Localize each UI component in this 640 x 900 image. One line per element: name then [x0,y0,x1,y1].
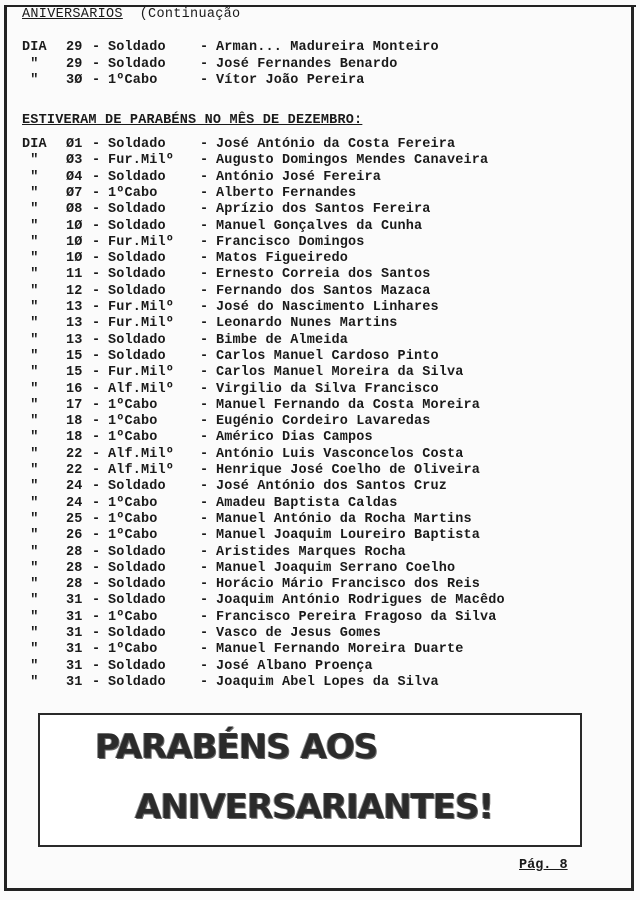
person-name: Manuel Fernando da Costa Moreira [216,397,481,413]
dash-separator: - [200,185,217,201]
person-name: Amadeu Baptista Caldas [216,495,398,511]
list-item [22,382,439,398]
list-item [22,365,464,381]
page-header [22,7,240,22]
person-name: José do Nascimento Linhares [216,300,439,315]
list-item [22,170,381,186]
dash-separator: - [200,73,217,88]
person-name: Arman... Madureira Monteiro [216,40,439,55]
day-number: 1Ø [66,251,83,267]
list-item [22,659,373,675]
dash-separator: - [200,56,217,72]
person-name: Manuel Fernando Moreira Duarte [216,642,464,658]
day-prefix: " [22,430,39,446]
section-title: ESTIVERAM DE PARABÉNS NO MÊS DE DEZEMBRO: [22,113,363,128]
dash-separator: - [200,414,217,430]
day-prefix: " [22,463,39,478]
person-name: Manuel António da Rocha Martins [216,511,472,527]
day-prefix: " [22,674,39,690]
day-prefix: " [22,348,39,364]
day-number: 28 [66,544,83,560]
day-prefix: DIA [22,40,47,55]
dash-separator: - [92,348,109,364]
rank: Soldado [108,560,166,576]
day-prefix: " [22,544,39,560]
list-item [22,626,381,642]
dash-separator: - [92,642,109,658]
dash-separator: - [200,463,217,478]
dash-separator: - [92,414,109,430]
list-item [22,561,455,577]
day-number: 31 [66,593,83,609]
person-name: Eugénio Cordeiro Lavaredas [216,414,431,430]
rank: Soldado [108,577,166,593]
rank: Soldado [108,202,166,218]
list-item [22,137,455,153]
dash-separator: - [200,267,217,283]
dash-separator: - [92,511,109,527]
list-item [22,267,431,283]
day-number: Ø7 [66,185,83,201]
day-number: 31 [66,609,83,625]
day-number: 1Ø [66,218,83,234]
person-name: Manuel Joaquim Loureiro Baptista [216,528,481,544]
dash-separator: - [200,348,217,364]
list-item [22,447,464,463]
rank: Soldado [108,267,166,283]
dash-separator: - [92,169,109,185]
day-prefix: " [22,316,39,332]
day-number: 31 [66,674,83,690]
dash-separator: - [200,609,217,625]
list-item [22,186,356,202]
list-item [22,545,406,561]
day-number: 18 [66,414,83,430]
dash-separator: - [92,577,109,593]
dash-separator: - [200,283,217,299]
list-item [22,40,439,56]
person-name: Francisco Pereira Fragoso da Silva [216,609,497,625]
person-name: Vasco de Jesus Gomes [216,626,382,641]
list-item [22,333,348,349]
day-prefix: " [22,381,39,397]
day-prefix: " [22,593,39,609]
day-number: 15 [66,365,83,381]
rank: Soldado [108,218,166,234]
list-item [22,528,480,544]
dash-separator: - [92,234,109,250]
dash-separator: - [200,218,217,234]
person-name: Aristides Marques Rocha [216,544,406,560]
day-number: 28 [66,560,83,576]
page-border-bottom [4,888,634,891]
page-number: Pág. 8 [519,858,568,873]
dash-separator: - [92,658,109,674]
day-number: 29 [66,40,83,55]
rank: 1ºCabo [108,495,158,511]
person-name: Joaquim António Rodrigues de Macêdo [216,593,505,609]
person-name: Manuel Joaquim Serrano Coelho [216,560,456,576]
page-border-left [4,5,7,890]
rank: Soldado [108,251,166,267]
dash-separator: - [200,430,217,446]
list-item [22,463,480,479]
dash-separator: - [200,332,217,348]
day-prefix: " [22,609,39,625]
dash-separator: - [200,381,217,397]
dash-separator: - [200,544,217,560]
rank: Fur.Milº [108,316,175,332]
day-number: 16 [66,381,83,397]
dash-separator: - [200,577,217,593]
day-prefix: " [22,202,39,218]
rank: Soldado [108,674,166,690]
day-prefix: " [22,332,39,348]
day-prefix: " [22,267,39,283]
day-number: 15 [66,348,83,364]
list-item [22,349,439,365]
day-number: 17 [66,397,83,413]
dash-separator: - [200,528,217,544]
list-item [22,642,464,658]
day-number: 13 [66,316,83,332]
dash-separator: - [200,365,217,381]
dash-separator: - [200,153,217,169]
rank: Alf.Milº [108,463,175,478]
dash-separator: - [92,609,109,625]
header-subtitle: (Continuação [139,7,241,22]
rank: 1ºCabo [108,642,158,658]
day-prefix: " [22,495,39,511]
person-name: Augusto Domingos Mendes Canaveira [216,153,489,169]
dash-separator: - [92,479,109,495]
dash-separator: - [200,674,217,690]
person-name: Virgilio da Silva Francisco [216,381,439,397]
rank: Soldado [108,56,166,72]
day-number: 12 [66,283,83,299]
day-prefix: " [22,283,39,299]
dash-separator: - [200,397,217,413]
rank: Alf.Milº [108,446,175,462]
list-item [22,300,439,316]
day-prefix: " [22,300,39,315]
page-border-right [631,5,634,890]
day-number: 13 [66,332,83,348]
list-item [22,284,431,300]
day-prefix: " [22,560,39,576]
rank: Alf.Milº [108,381,175,397]
day-number: 31 [66,658,83,674]
list-item [22,73,365,89]
day-number: 13 [66,300,83,315]
day-number: 22 [66,446,83,462]
day-number: 24 [66,495,83,511]
day-prefix: " [22,73,39,88]
day-prefix: " [22,658,39,674]
day-prefix: DIA [22,137,47,152]
day-prefix: " [22,365,39,381]
person-name: António Luis Vasconcelos Costa [216,446,464,462]
day-number: 22 [66,463,83,478]
list-item [22,398,480,414]
dash-separator: - [200,479,217,495]
person-name: Aprízio dos Santos Fereira [216,202,431,218]
dash-separator: - [200,137,217,152]
rank: 1ºCabo [108,397,158,413]
dash-separator: - [92,495,109,511]
day-prefix: " [22,251,39,267]
dash-separator: - [200,495,217,511]
dash-separator: - [200,234,217,250]
list-item [22,512,472,528]
dash-separator: - [92,40,109,55]
rank: 1ºCabo [108,414,158,430]
day-prefix: " [22,153,39,169]
rank: Soldado [108,332,166,348]
dash-separator: - [200,626,217,641]
rank: Soldado [108,626,166,641]
list-item [22,675,439,691]
dash-separator: - [92,267,109,283]
person-name: Carlos Manuel Moreira da Silva [216,365,464,381]
banner-line-1: PARABÉNS AOS [95,727,378,767]
dash-separator: - [92,397,109,413]
day-prefix: " [22,528,39,544]
dash-separator: - [200,642,217,658]
day-number: Ø8 [66,202,83,218]
day-prefix: " [22,479,39,495]
day-number: 18 [66,430,83,446]
dash-separator: - [200,560,217,576]
dash-separator: - [92,332,109,348]
dash-separator: - [92,446,109,462]
rank: Soldado [108,283,166,299]
rank: 1ºCabo [108,528,158,544]
dash-separator: - [200,169,217,185]
rank: Soldado [108,658,166,674]
dash-separator: - [92,283,109,299]
rank: 1ºCabo [108,609,158,625]
day-number: Ø3 [66,153,83,169]
person-name: Bimbe de Almeida [216,332,349,348]
dash-separator: - [200,202,217,218]
rank: 1ºCabo [108,73,158,88]
dash-separator: - [200,511,217,527]
rank: Soldado [108,593,166,609]
dash-separator: - [92,430,109,446]
rank: 1ºCabo [108,511,158,527]
dash-separator: - [200,40,217,55]
list-item [22,577,480,593]
rank: 1ºCabo [108,185,158,201]
day-prefix: " [22,169,39,185]
dash-separator: - [200,446,217,462]
list-item [22,593,505,609]
list-item [22,219,422,235]
day-prefix: " [22,446,39,462]
person-name: Vítor João Pereira [216,73,365,88]
rank: Soldado [108,479,166,495]
list-item [22,251,348,267]
dash-separator: - [92,544,109,560]
list-item [22,430,373,446]
dash-separator: - [92,463,109,478]
person-name: António José Fereira [216,169,382,185]
day-number: 3Ø [66,73,83,88]
day-prefix: " [22,218,39,234]
person-name: Américo Dias Campos [216,430,373,446]
day-number: 28 [66,577,83,593]
day-number: 31 [66,626,83,641]
list-item [22,316,398,332]
dash-separator: - [92,316,109,332]
dash-separator: - [92,185,109,201]
person-name: Manuel Gonçalves da Cunha [216,218,423,234]
rank: Fur.Milº [108,300,175,315]
header-title: ANIVERSÁRIOS [22,7,123,22]
banner-line-2: ANIVERSARIANTES! [135,787,493,827]
rank: Soldado [108,40,166,55]
dash-separator: - [200,593,217,609]
person-name: Matos Figueiredo [216,251,349,267]
list-item [22,57,398,73]
day-number: 26 [66,528,83,544]
person-name: Carlos Manuel Cardoso Pinto [216,348,439,364]
rank: Soldado [108,348,166,364]
day-prefix: " [22,234,39,250]
day-prefix: " [22,642,39,658]
person-name: Henrique José Coelho de Oliveira [216,463,481,478]
list-item [22,153,488,169]
dash-separator: - [92,153,109,169]
person-name: José António dos Santos Cruz [216,479,448,495]
dash-separator: - [92,218,109,234]
day-number: 1Ø [66,234,83,250]
rank: Fur.Milº [108,153,175,169]
dash-separator: - [92,593,109,609]
dash-separator: - [92,674,109,690]
day-prefix: " [22,185,39,201]
dash-separator: - [200,251,217,267]
list-item [22,479,447,495]
dash-separator: - [92,202,109,218]
rank: Soldado [108,169,166,185]
dash-separator: - [92,137,109,152]
list-item [22,610,497,626]
day-number: Ø1 [66,137,83,152]
dash-separator: - [92,381,109,397]
list-item [22,414,431,430]
rank: Soldado [108,137,166,152]
dash-separator: - [92,300,109,315]
congratulations-banner [38,713,582,847]
list-item [22,496,398,512]
list-item [22,202,431,218]
person-name: Francisco Domingos [216,234,365,250]
dash-separator: - [200,300,217,315]
person-name: Fernando dos Santos Mazaca [216,283,431,299]
dash-separator: - [92,365,109,381]
rank: 1ºCabo [108,430,158,446]
dash-separator: - [92,73,109,88]
person-name: Ernesto Correia dos Santos [216,267,431,283]
day-prefix: " [22,414,39,430]
dash-separator: - [92,560,109,576]
person-name: Horácio Mário Francisco dos Reis [216,577,481,593]
day-number: 11 [66,267,83,283]
person-name: José Fernandes Benardo [216,56,398,72]
dash-separator: - [92,626,109,641]
day-prefix: " [22,397,39,413]
person-name: José António da Costa Fereira [216,137,456,152]
day-number: 29 [66,56,83,72]
day-number: 24 [66,479,83,495]
dash-separator: - [200,316,217,332]
rank: Fur.Milº [108,234,175,250]
day-prefix: " [22,626,39,641]
person-name: Alberto Fernandes [216,185,357,201]
day-prefix: " [22,56,39,72]
person-name: José Albano Proença [216,658,373,674]
dash-separator: - [92,528,109,544]
day-number: 25 [66,511,83,527]
dash-separator: - [92,56,109,72]
dash-separator: - [200,658,217,674]
day-number: Ø4 [66,169,83,185]
day-prefix: " [22,511,39,527]
rank: Fur.Milº [108,365,175,381]
list-item [22,235,365,251]
day-prefix: " [22,577,39,593]
dash-separator: - [92,251,109,267]
rank: Soldado [108,544,166,560]
person-name: Leonardo Nunes Martins [216,316,398,332]
day-number: 31 [66,642,83,658]
person-name: Joaquim Abel Lopes da Silva [216,674,439,690]
